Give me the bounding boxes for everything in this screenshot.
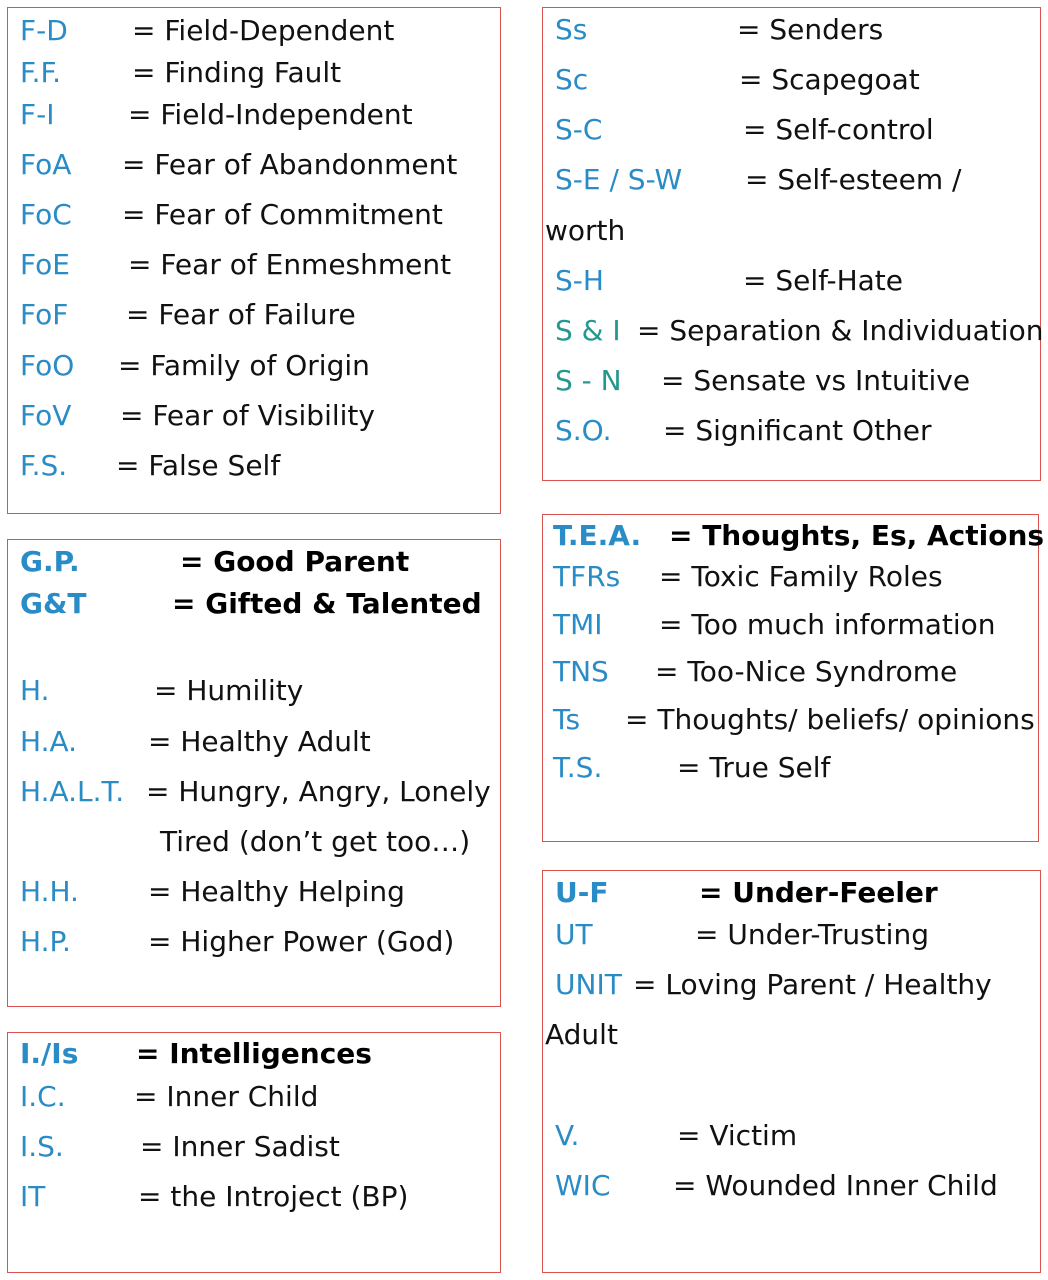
definition: = Fear of Visibility bbox=[120, 399, 375, 432]
abbreviation: I./Is bbox=[20, 1037, 79, 1070]
abbreviation: F.F. bbox=[20, 56, 62, 89]
abbreviation: S & I bbox=[555, 314, 621, 347]
definition: = Loving Parent / Healthy bbox=[633, 968, 992, 1001]
definition: = Field-Dependent bbox=[132, 14, 395, 47]
definition: Adult bbox=[545, 1018, 618, 1051]
abbreviation: TMI bbox=[553, 608, 603, 641]
definition: = Under-Trusting bbox=[695, 918, 929, 951]
abbreviation: FoF bbox=[20, 298, 69, 331]
abbreviation: G&T bbox=[20, 587, 87, 620]
abbreviation: WIC bbox=[555, 1169, 611, 1202]
definition: Tired (don’t get too…) bbox=[160, 825, 471, 858]
definition: = Scapegoat bbox=[739, 63, 920, 96]
abbreviation: S.O. bbox=[555, 414, 612, 447]
abbreviation: S-H bbox=[555, 264, 604, 297]
abbreviation: UNIT bbox=[555, 968, 622, 1001]
definition: = Fear of Abandonment bbox=[122, 148, 458, 181]
definition: = Fear of Enmeshment bbox=[128, 248, 452, 281]
abbreviation: H.P. bbox=[20, 925, 71, 958]
abbreviation: TNS bbox=[553, 655, 609, 688]
definition: = Fear of Failure bbox=[126, 298, 356, 331]
definition: = Inner Sadist bbox=[140, 1130, 340, 1163]
abbreviation: T.S. bbox=[553, 751, 603, 784]
definition: = Higher Power (God) bbox=[148, 925, 455, 958]
glossary-box-s bbox=[542, 7, 1044, 481]
definition: = Thoughts/ beliefs/ opinions bbox=[625, 703, 1035, 736]
abbreviation: Sc bbox=[555, 63, 589, 96]
definition: = Good Parent bbox=[180, 545, 410, 578]
definition: = Significant Other bbox=[663, 414, 932, 447]
definition: = Victim bbox=[677, 1119, 798, 1152]
abbreviation: H.A.L.T. bbox=[20, 775, 125, 808]
definition: = Too-Nice Syndrome bbox=[655, 655, 958, 688]
abbreviation: IT bbox=[20, 1180, 46, 1213]
glossary-box-t bbox=[542, 514, 1045, 842]
abbreviation: U-F bbox=[555, 876, 609, 909]
definition: = Field-Independent bbox=[128, 98, 413, 131]
abbreviation: FoC bbox=[20, 198, 72, 231]
definition: = True Self bbox=[677, 751, 831, 784]
definition: = Humility bbox=[154, 674, 304, 707]
abbreviation: H.A. bbox=[20, 725, 78, 758]
definition: = Inner Child bbox=[134, 1080, 319, 1113]
definition: = False Self bbox=[116, 449, 281, 482]
definition: = Under-Feeler bbox=[699, 876, 938, 909]
abbreviation: G.P. bbox=[20, 545, 80, 578]
glossary-box-f bbox=[7, 7, 501, 514]
abbreviation: V. bbox=[555, 1119, 580, 1152]
definition: = Senders bbox=[737, 13, 884, 46]
definition: = Healthy Helping bbox=[148, 875, 405, 908]
definition: = Gifted & Talented bbox=[172, 587, 482, 620]
definition: = Thoughts, Es, Actions bbox=[669, 519, 1045, 552]
abbreviation: I.C. bbox=[20, 1080, 66, 1113]
abbreviation: F-I bbox=[20, 98, 55, 131]
abbreviation: S-C bbox=[555, 113, 603, 146]
abbreviation: Ts bbox=[553, 703, 581, 736]
glossary-box-i bbox=[7, 1032, 501, 1273]
glossary-box-gh bbox=[7, 539, 501, 1007]
abbreviation: FoE bbox=[20, 248, 70, 281]
definition: = Self-Hate bbox=[743, 264, 903, 297]
abbreviation: T.E.A. bbox=[553, 519, 642, 552]
abbreviation: F.S. bbox=[20, 449, 68, 482]
abbreviation: S - N bbox=[555, 364, 622, 397]
abbreviation: Ss bbox=[555, 13, 588, 46]
definition: = Toxic Family Roles bbox=[659, 560, 943, 593]
definition: = Sensate vs Intuitive bbox=[661, 364, 971, 397]
definition: = Too much information bbox=[659, 608, 996, 641]
abbreviation: UT bbox=[555, 918, 593, 951]
definition: = Separation & Individuation bbox=[637, 314, 1044, 347]
abbreviation: FoO bbox=[20, 349, 75, 382]
definition: worth bbox=[545, 214, 626, 247]
definition: = Self-esteem / bbox=[745, 163, 962, 196]
abbreviation: I.S. bbox=[20, 1130, 64, 1163]
abbreviation: H. bbox=[20, 674, 50, 707]
definition: = Intelligences bbox=[136, 1037, 372, 1070]
definition: = Finding Fault bbox=[132, 56, 342, 89]
definition: = Self-control bbox=[743, 113, 934, 146]
abbreviation: S-E / S-W bbox=[555, 163, 683, 196]
definition: = the Introject (BP) bbox=[138, 1180, 409, 1213]
definition: = Hungry, Angry, Lonely bbox=[146, 775, 491, 808]
abbreviation: TFRs bbox=[553, 560, 621, 593]
glossary-box-uw bbox=[542, 870, 1041, 1273]
abbreviation: FoV bbox=[20, 399, 72, 432]
definition: = Family of Origin bbox=[118, 349, 370, 382]
abbreviation: FoA bbox=[20, 148, 72, 181]
definition: = Healthy Adult bbox=[148, 725, 371, 758]
abbreviation: F-D bbox=[20, 14, 68, 47]
definition: = Wounded Inner Child bbox=[673, 1169, 998, 1202]
definition: = Fear of Commitment bbox=[122, 198, 443, 231]
abbreviation: H.H. bbox=[20, 875, 79, 908]
